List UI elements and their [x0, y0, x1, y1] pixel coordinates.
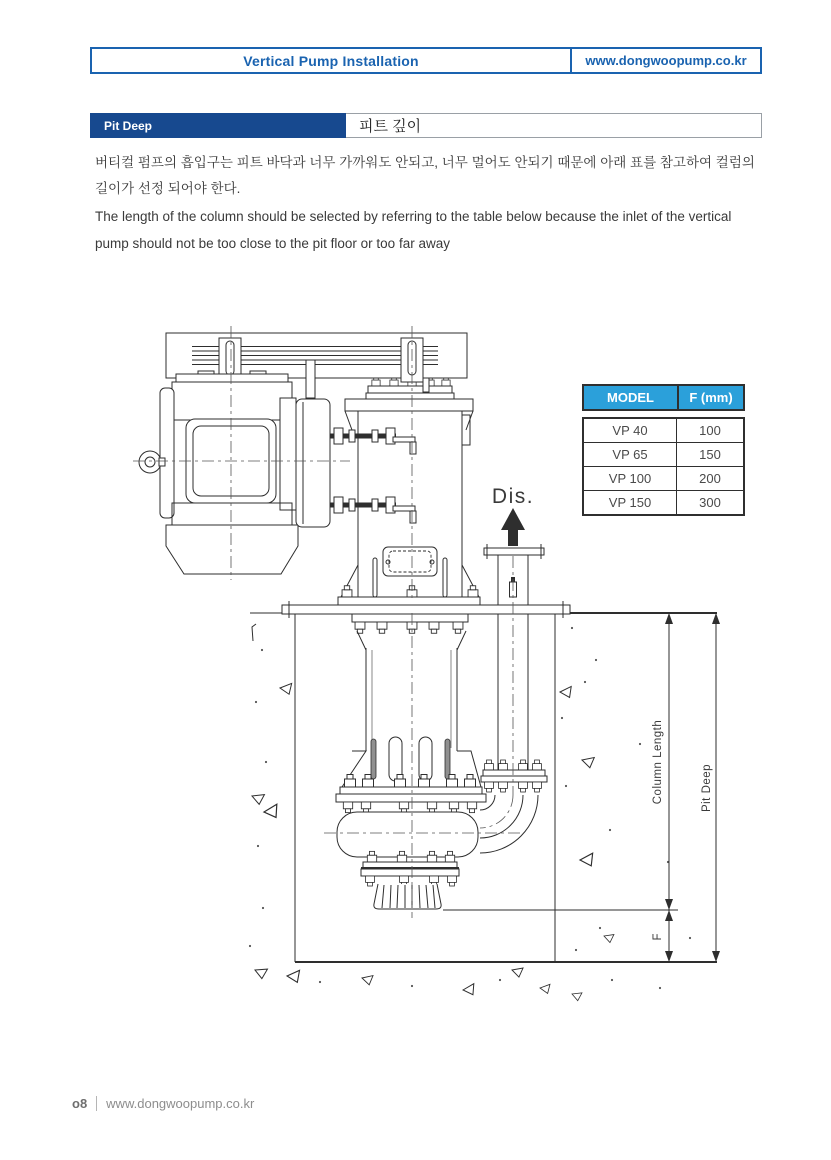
- section-label-en: Pit Deep: [90, 113, 346, 138]
- mounting-bracket: [296, 399, 416, 527]
- paragraph-english: The length of the column should be selected by referring to the table below because the inlet of the vertical pump should not be too close to the pit floor or too far away: [95, 209, 732, 251]
- dim-label-pit-deep: Pit Deep: [701, 763, 713, 813]
- pump-head: [338, 377, 480, 605]
- table-header-model: MODEL: [584, 386, 679, 409]
- f-cell: 300: [699, 495, 721, 510]
- table-body: [582, 417, 745, 516]
- footer-website: www.dongwoopump.co.kr: [106, 1096, 255, 1111]
- model-cell: VP 100: [584, 467, 677, 490]
- model-f-table: [582, 384, 745, 516]
- section-label-ko: 피트 깊이: [346, 113, 762, 138]
- dim-label-column-length: Column Length: [652, 719, 664, 805]
- table-row: [584, 491, 743, 514]
- pump-column-assembly: [336, 614, 486, 909]
- table-header-f: F (mm): [689, 390, 733, 405]
- page-title: Vertical Pump Installation: [90, 47, 572, 74]
- table-row: [584, 443, 743, 467]
- discharge-arrow-icon: [501, 508, 525, 546]
- f-cell: 100: [699, 423, 721, 438]
- stud-bolt-upper: [330, 428, 416, 454]
- stud-bolt-lower: [330, 497, 416, 523]
- table-row: [584, 419, 743, 443]
- f-cell: 150: [699, 447, 721, 462]
- f-cell: 200: [699, 471, 721, 486]
- table-header-row: [582, 384, 745, 411]
- motor: [139, 374, 298, 574]
- page-number: o8: [72, 1096, 88, 1111]
- model-cell: VP 150: [584, 491, 677, 514]
- dim-label-f: F: [652, 933, 664, 941]
- model-cell: VP 40: [584, 419, 677, 442]
- discharge-label: Dis.: [491, 485, 535, 508]
- discharge-callout: [492, 485, 534, 546]
- table-row: [584, 467, 743, 491]
- discharge-pipe: [480, 544, 547, 853]
- paragraph-korean: 버티컬 펌프의 흡입구는 피트 바닥과 너무 가까워도 안되고, 너무 멀어도 안되기 때문에 아래 표를 참고하여 컬럼의 길이가 선정 되어야 한다.: [95, 155, 755, 196]
- header-website: www.dongwoopump.co.kr: [572, 47, 762, 74]
- model-cell: VP 65: [584, 443, 677, 466]
